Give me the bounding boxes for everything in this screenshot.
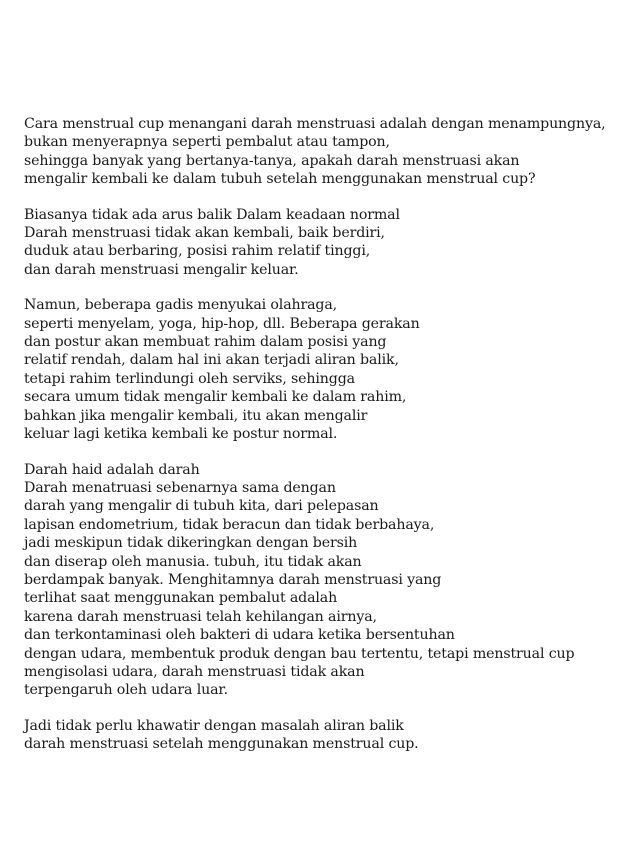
text-line: tetapi rahim terlindungi oleh serviks, sehingga bbox=[24, 370, 355, 387]
text-line: sehingga banyak yang bertanya-tanya, apakah darah menstruasi akan bbox=[24, 152, 520, 169]
text-line: darah menstruasi setelah menggunakan menstrual cup. bbox=[24, 736, 419, 753]
text-line: mengisolasi udara, darah menstruasi tidak akan bbox=[24, 663, 365, 680]
text-line: duduk atau berbaring, posisi rahim relatif tinggi, bbox=[24, 243, 371, 260]
text-line: Darah menstruasi tidak akan kembali, baik berdiri, bbox=[24, 225, 385, 242]
text-line: secara umum tidak mengalir kembali ke dalam rahim, bbox=[24, 389, 407, 406]
text-line: bukan menyerapnya seperti pembalut atau tampon, bbox=[24, 134, 390, 151]
paragraph-sports bbox=[24, 296, 624, 443]
text-line: Namun, beberapa gadis menyukai olahraga, bbox=[24, 297, 338, 314]
text-line: relatif rendah, dalam hal ini akan terjadi aliran balik, bbox=[24, 352, 399, 369]
article-body bbox=[24, 115, 624, 771]
text-line: dengan udara, membentuk produk dengan bau tertentu, tetapi menstrual cup bbox=[24, 645, 575, 662]
text-line: Biasanya tidak ada arus balik Dalam keadaan normal bbox=[24, 206, 400, 223]
text-line: Darah menatruasi sebenarnya sama dengan bbox=[24, 479, 336, 496]
text-line: jadi meskipun tidak dikeringkan dengan bersih bbox=[24, 535, 358, 552]
text-line: lapisan endometrium, tidak beracun dan tidak berbahaya, bbox=[24, 516, 435, 533]
text-line: keluar lagi ketika kembali ke postur normal. bbox=[24, 426, 338, 443]
paragraph-menstrual-blood bbox=[24, 461, 624, 700]
text-line: berdampak banyak. Menghitamnya darah menstruasi yang bbox=[24, 571, 442, 588]
text-line: bahkan jika mengalir kembali, itu akan mengalir bbox=[24, 407, 368, 424]
text-line: darah yang mengalir di tubuh kita, dari pelepasan bbox=[24, 498, 379, 515]
text-line: karena darah menstruasi telah kehilangan airnya, bbox=[24, 608, 377, 625]
text-line: terlihat saat menggunakan pembalut adalah bbox=[24, 590, 338, 607]
paragraph-normal-condition bbox=[24, 206, 624, 280]
text-line: terpengaruh oleh udara luar. bbox=[24, 682, 228, 699]
text-line: dan diserap oleh manusia. tubuh, itu tidak akan bbox=[24, 553, 362, 570]
text-line: dan darah menstruasi mengalir keluar. bbox=[24, 261, 299, 278]
text-line: Jadi tidak perlu khawatir dengan masalah aliran balik bbox=[24, 717, 404, 734]
text-line: dan terkontaminasi oleh bakteri di udara ketika bersentuhan bbox=[24, 627, 455, 644]
text-line: mengalir kembali ke dalam tubuh setelah menggunakan menstrual cup? bbox=[24, 171, 536, 188]
text-line: Cara menstrual cup menangani darah menstruasi adalah dengan menampungnya, bbox=[24, 116, 606, 132]
text-line: seperti menyelam, yoga, hip-hop, dll. Beberapa gerakan bbox=[24, 315, 420, 332]
paragraph-conclusion bbox=[24, 717, 624, 754]
text-line: Darah haid adalah darah bbox=[24, 461, 200, 478]
text-line: dan postur akan membuat rahim dalam posisi yang bbox=[24, 334, 387, 351]
paragraph-intro bbox=[24, 115, 624, 189]
